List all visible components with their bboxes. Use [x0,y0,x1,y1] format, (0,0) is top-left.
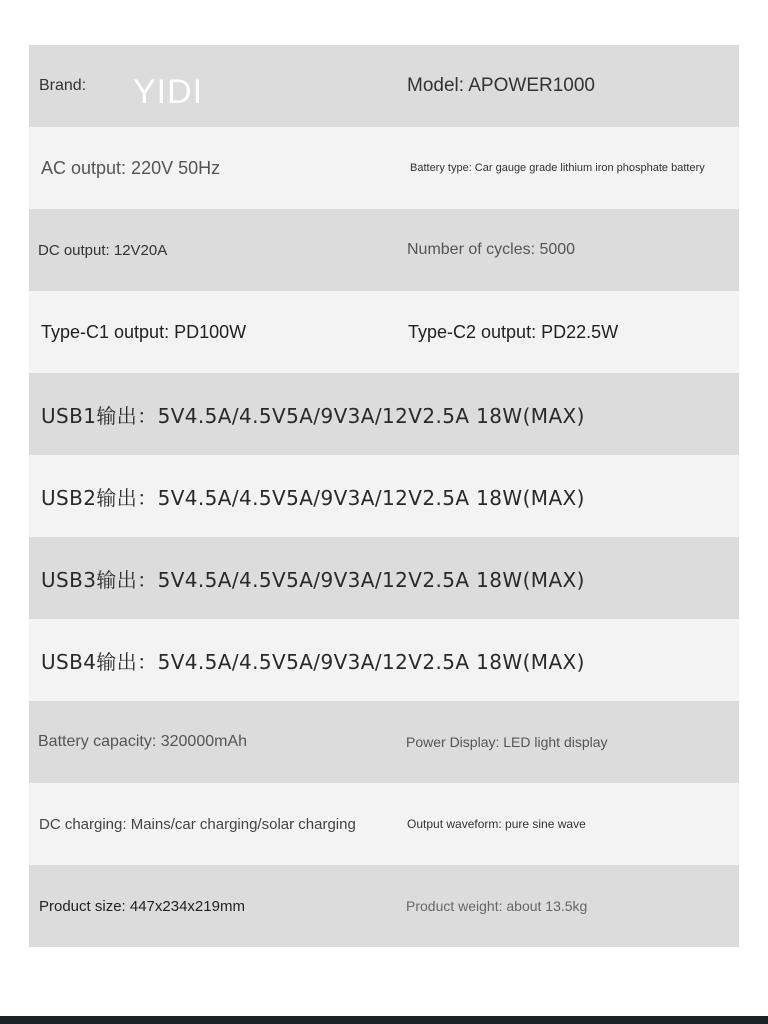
spec-row-size-weight [29,865,739,947]
spec-row-charging-waveform [29,783,739,865]
dc-output: DC output: 12V20A [38,241,168,259]
usb3-output: USB3输出：5V4.5A/4.5V5A/9V3A/12V2.5A 18W(MAX) [41,567,585,592]
spec-row-capacity-display [29,701,739,783]
model-value: Model: APOWER1000 [407,75,595,96]
spec-row-ac-battery-type [29,127,739,209]
spec-row-usb2 [29,455,739,537]
usb4-output: USB4输出：5V4.5A/4.5V5A/9V3A/12V2.5A 18W(MAX) [41,649,585,674]
product-weight: Product weight: about 13.5kg [406,898,588,914]
output-waveform: Output waveform: pure sine wave [407,817,586,831]
typec2-output: Type-C2 output: PD22.5W [408,321,619,342]
dc-charging: DC charging: Mains/car charging/solar charging [39,815,356,833]
spec-row-dc-cycles [29,209,739,291]
battery-type: Battery type: Car gauge grade lithium iron phosphate battery [410,162,705,174]
brand-label: Brand: [39,77,87,94]
ac-output: AC output: 220V 50Hz [41,157,221,178]
brand-logo: YIDI [133,73,204,111]
spec-row-usb3 [29,537,739,619]
typec1-output: Type-C1 output: PD100W [41,321,247,342]
usb1-output: USB1输出：5V4.5A/4.5V5A/9V3A/12V2.5A 18W(MAX) [41,403,585,428]
usb2-output: USB2输出：5V4.5A/4.5V5A/9V3A/12V2.5A 18W(MAX) [41,485,585,510]
number-of-cycles: Number of cycles: 5000 [407,241,576,258]
spec-row-brand-model [29,45,739,127]
spec-row-usb4 [29,619,739,701]
spec-row-usb1 [29,373,739,455]
product-size: Product size: 447x234x219mm [39,897,245,915]
spec-row-typec [29,291,739,373]
bottom-bar [0,1016,768,1024]
battery-capacity: Battery capacity: 320000mAh [38,733,248,750]
spec-table [29,45,739,947]
power-display: Power Display: LED light display [406,734,608,750]
